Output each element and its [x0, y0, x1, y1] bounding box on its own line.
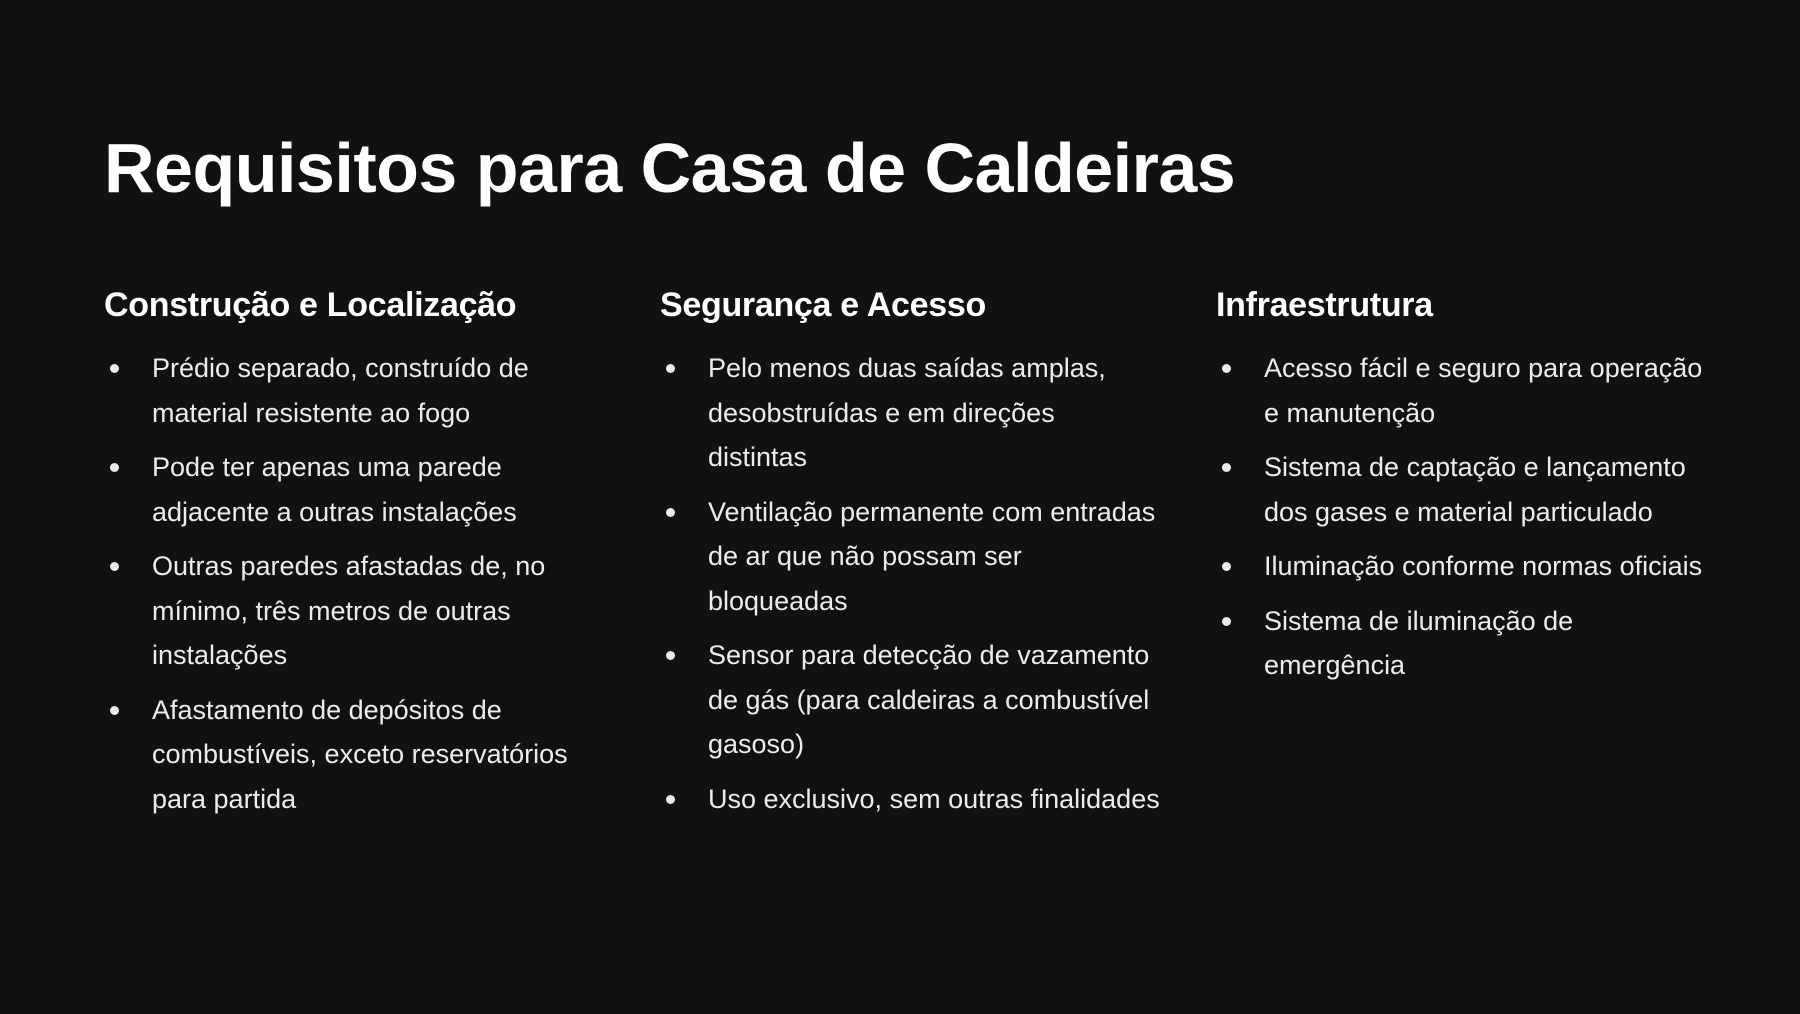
- list-item-text: Outras paredes afastadas de, no mínimo, três metros de outras instalações: [152, 551, 546, 670]
- bullet-icon: [666, 795, 675, 804]
- list-item: [660, 346, 1160, 480]
- list-item-text: Sensor para detecção de vazamento de gás (para caldeiras a combustível gasoso): [708, 640, 1150, 759]
- bullet-icon: [110, 562, 119, 571]
- column-seguranca-acesso: [660, 282, 1160, 831]
- list-item-text: Sistema de captação e lançamento dos gases e material particulado: [1264, 452, 1686, 527]
- list-item: [104, 688, 604, 822]
- column-infraestrutura: [1216, 282, 1716, 698]
- list-item: [104, 346, 604, 435]
- list-item-text: Sistema de iluminação de emergência: [1264, 605, 1574, 680]
- list-item: [104, 445, 604, 534]
- bullet-icon: [1222, 562, 1231, 571]
- bullet-icon: [110, 463, 119, 472]
- list-item-text: Ventilação permanente com entradas de ar que não possam ser bloqueadas: [708, 496, 1156, 616]
- list-item-text: Uso exclusivo, sem outras finalidades: [708, 783, 1160, 814]
- list-item: [104, 544, 604, 678]
- bullet-list: [660, 346, 1160, 821]
- bullet-icon: [666, 364, 675, 373]
- list-item: [1216, 599, 1716, 688]
- bullet-icon: [1222, 364, 1231, 373]
- column-heading: Infraestrutura: [1216, 286, 1433, 324]
- bullet-list: [104, 346, 604, 821]
- list-item: [660, 490, 1160, 624]
- list-item-text: Acesso fácil e seguro para operação e manutenção: [1264, 353, 1703, 428]
- list-item: [1216, 445, 1716, 534]
- list-item: [660, 633, 1160, 767]
- list-item: [1216, 346, 1716, 435]
- list-item-text: Prédio separado, construído de material resistente ao fogo: [152, 353, 529, 428]
- bullet-icon: [110, 706, 119, 715]
- list-item-text: Pode ter apenas uma parede adjacente a outras instalações: [152, 452, 517, 527]
- list-item: [660, 777, 1160, 822]
- bullet-icon: [1222, 463, 1231, 472]
- slide-title: Requisitos para Casa de Caldeiras: [104, 129, 1236, 207]
- bullet-list: [1216, 346, 1716, 688]
- column-heading: Construção e Localização: [104, 286, 517, 324]
- column-construcao-localizacao: [104, 282, 604, 831]
- bullet-icon: [666, 651, 675, 660]
- bullet-icon: [666, 508, 675, 517]
- list-item: [1216, 544, 1716, 589]
- column-heading: Segurança e Acesso: [660, 286, 986, 324]
- bullet-icon: [110, 364, 119, 373]
- list-item-text: Afastamento de depósitos de combustíveis, exceto reservatórios para partida: [152, 694, 568, 814]
- list-item-text: Pelo menos duas saídas amplas, desobstruídas e em direções distintas: [708, 353, 1106, 472]
- list-item-text: Iluminação conforme normas oficiais: [1264, 551, 1703, 581]
- bullet-icon: [1222, 617, 1231, 626]
